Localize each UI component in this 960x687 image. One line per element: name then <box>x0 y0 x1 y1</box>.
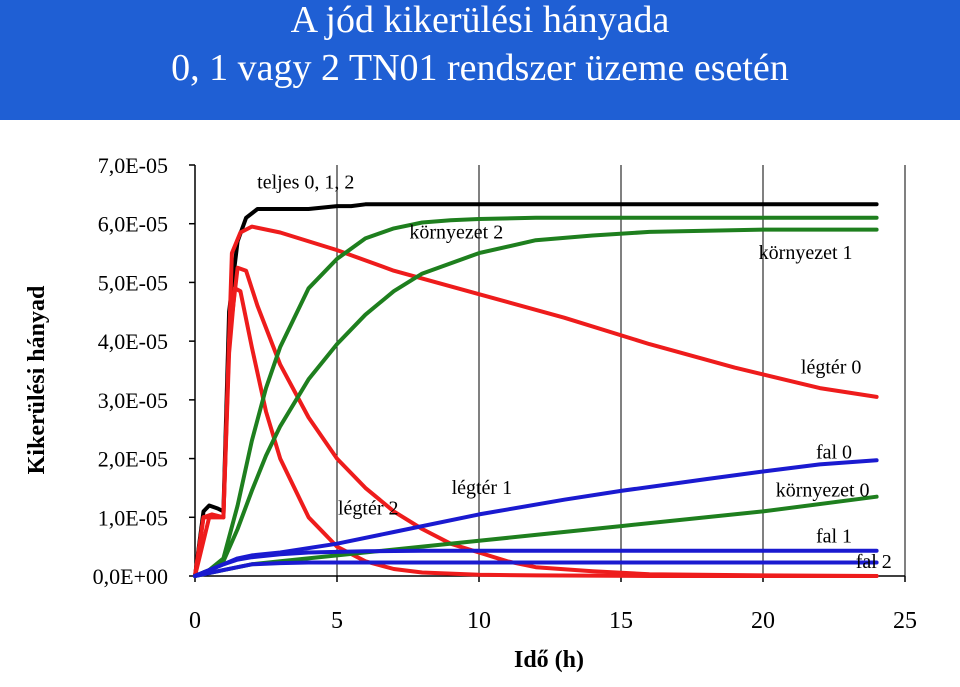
series-annotation: teljes 0, 1, 2 <box>257 171 355 194</box>
series-annotation: környezet 1 <box>758 241 853 264</box>
series-line-kornyezet-1 <box>195 230 877 576</box>
y-tick-label: 3,0E-05 <box>97 387 168 413</box>
series-annotation: környezet 2 <box>409 221 504 244</box>
y-tick-label: 6,0E-05 <box>97 211 168 237</box>
x-tick-label: 15 <box>609 608 633 634</box>
y-tick-label: 5,0E-05 <box>97 270 168 296</box>
x-tick-label: 25 <box>893 608 917 634</box>
axes <box>189 165 905 582</box>
series-annotation: környezet 0 <box>775 479 870 502</box>
series-line-legter-2 <box>195 288 877 576</box>
y-tick-label: 2,0E-05 <box>97 446 168 472</box>
series-annotations <box>257 171 892 572</box>
x-tick-label: 10 <box>467 608 491 634</box>
series-annotation: légtér 1 <box>451 476 513 499</box>
chart-title-line1: A jód kikerülési hányada <box>290 0 670 41</box>
series-annotation: fal 0 <box>815 441 853 464</box>
x-tick-label: 0 <box>189 608 201 634</box>
chart-area <box>0 120 960 687</box>
chart-title-line2: 0, 1 vagy 2 TN01 rendszer üzeme esetén <box>171 47 789 89</box>
x-tick-labels <box>189 608 917 634</box>
title-banner <box>0 0 960 120</box>
x-axis-label: Idő (h) <box>513 647 585 673</box>
series-annotation: fal 1 <box>815 525 853 548</box>
y-tick-label: 1,0E-05 <box>97 505 168 531</box>
y-tick-labels <box>93 153 168 589</box>
series-annotation: fal 2 <box>855 550 892 573</box>
x-tick-label: 5 <box>331 608 343 634</box>
series-annotation: légtér 2 <box>337 497 399 520</box>
x-tick-label: 20 <box>751 608 775 634</box>
y-tick-label: 4,0E-05 <box>97 329 168 355</box>
y-tick-label: 0,0E+00 <box>92 564 168 589</box>
series-annotation: légtér 0 <box>800 356 862 379</box>
y-axis-label: Kikerülési hányad <box>24 285 50 475</box>
y-tick-label: 7,0E-05 <box>97 153 168 178</box>
